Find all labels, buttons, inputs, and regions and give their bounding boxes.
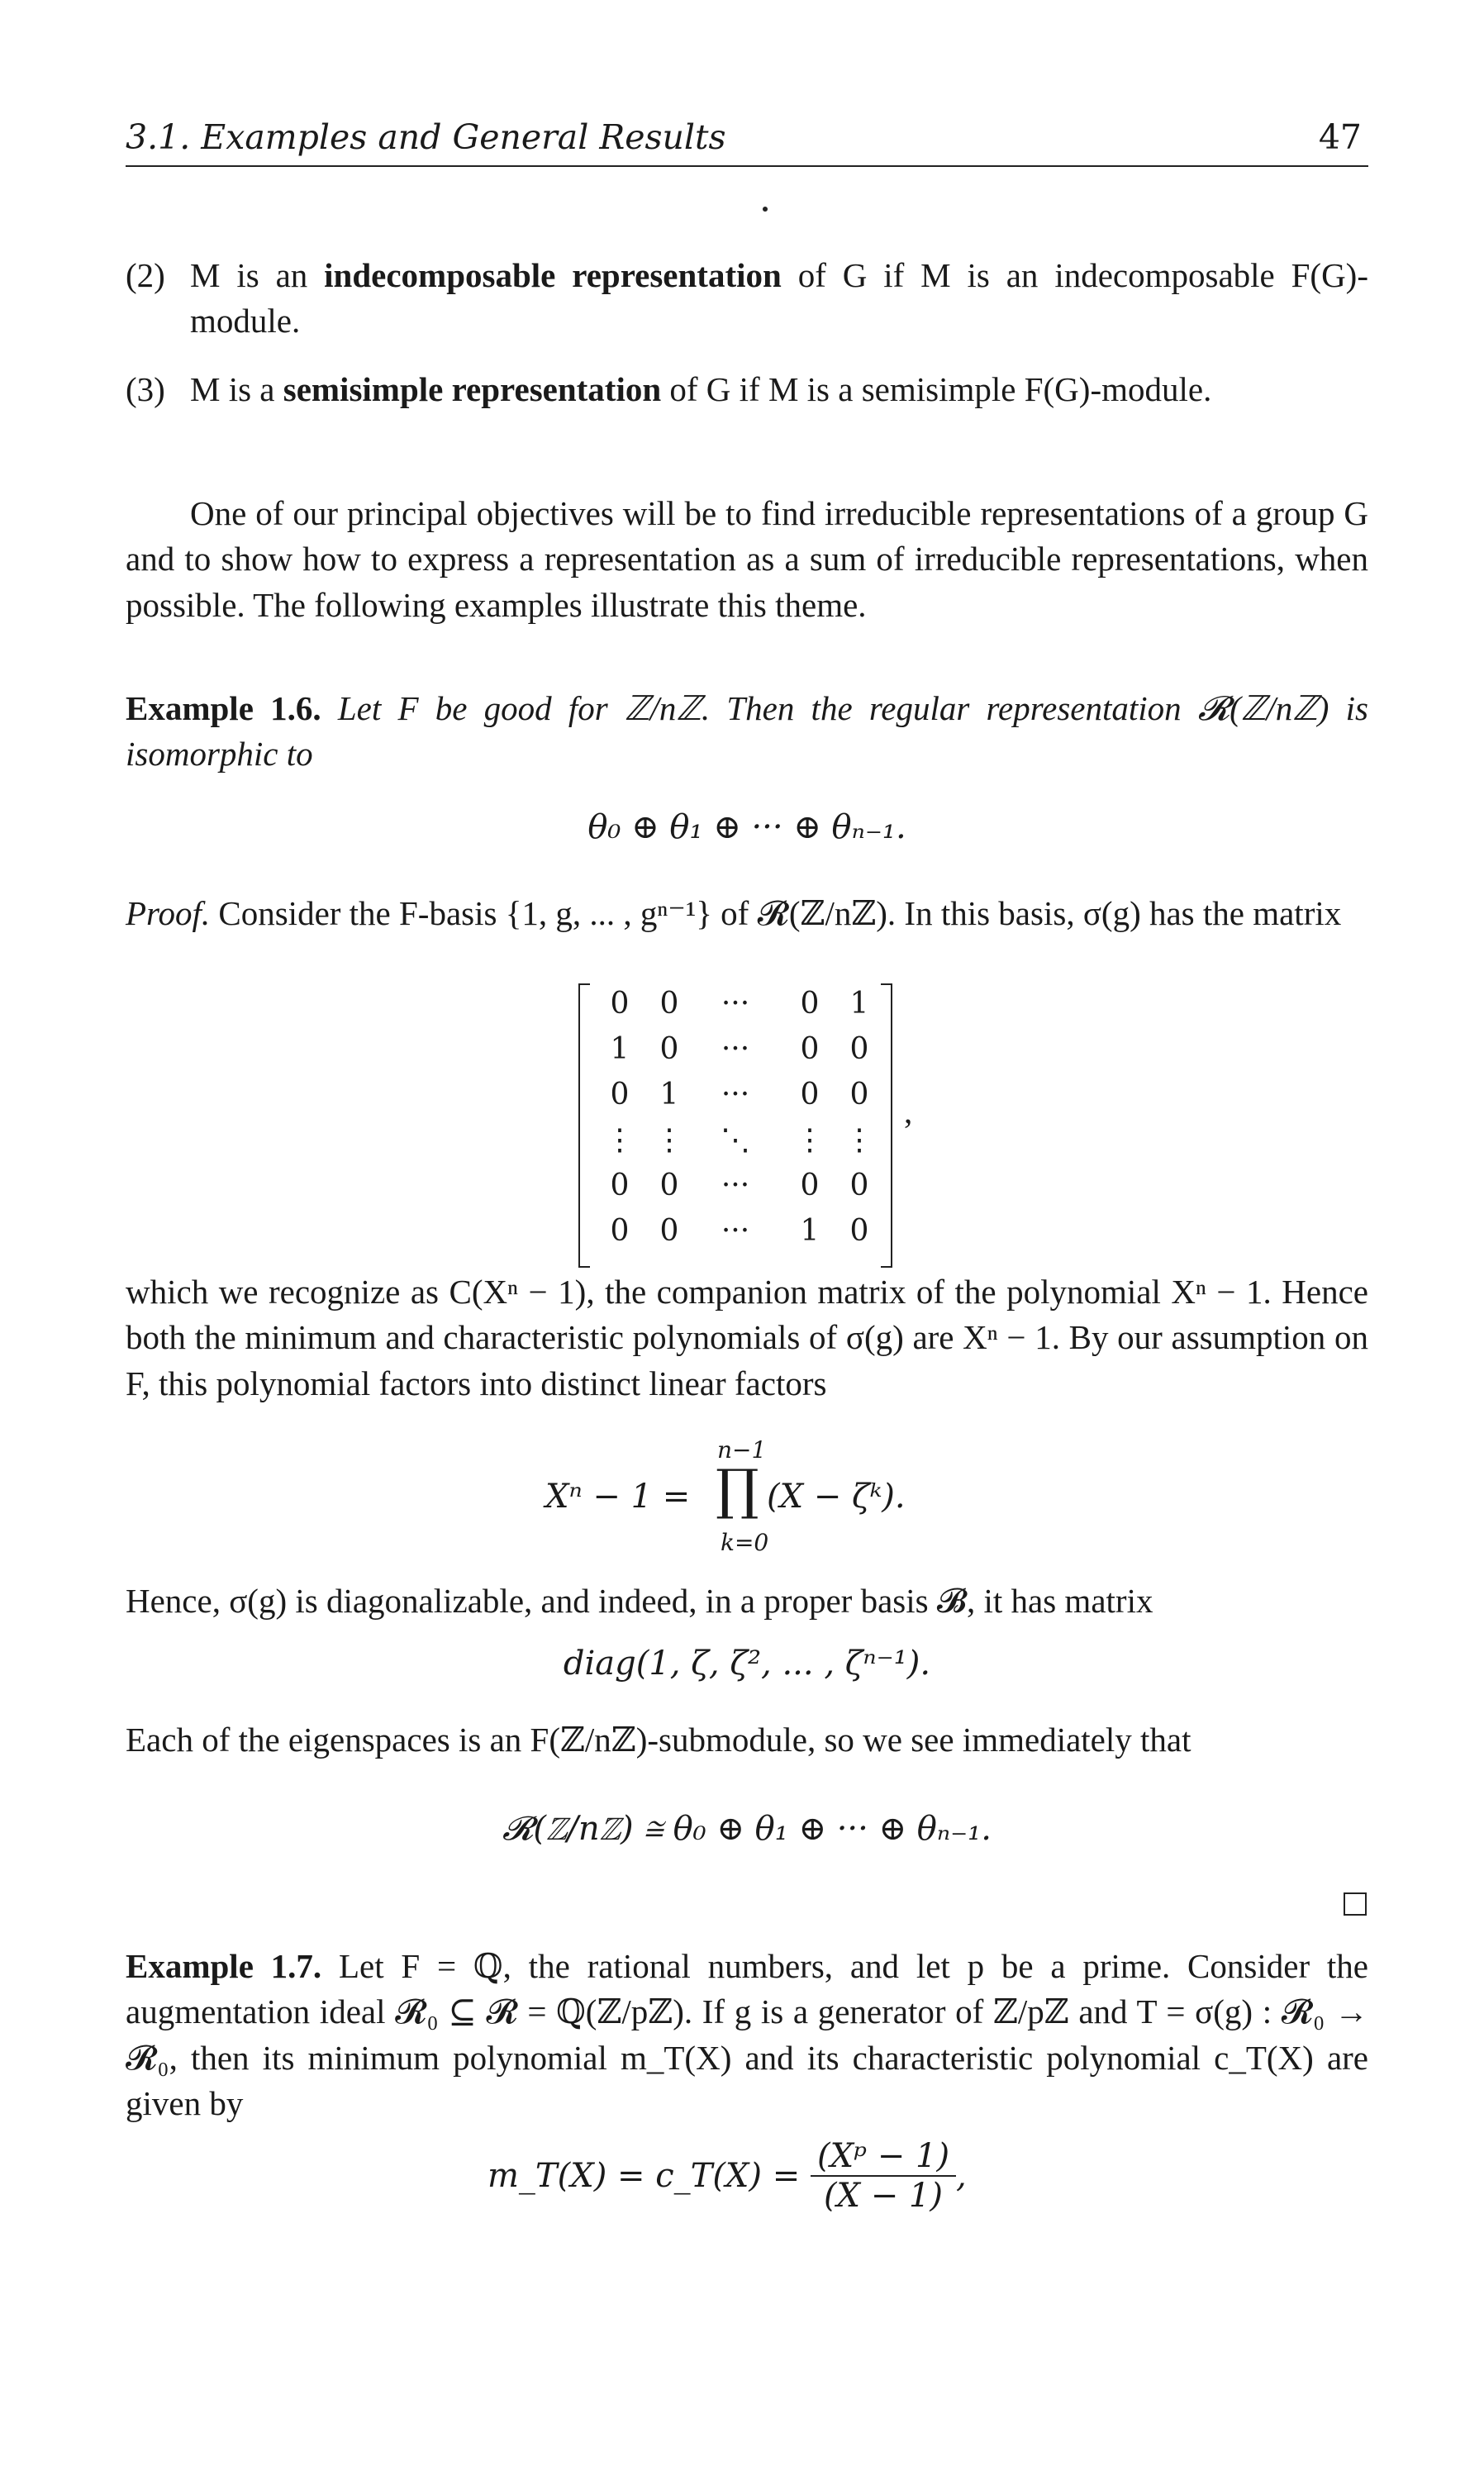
equation-lhs: m_T(X) = c_T(X) =	[488, 2157, 801, 2195]
paragraph: Each of the eigenspaces is an F(ℤ/nℤ)-submodule, so we see immediately that	[126, 1721, 1191, 1759]
running-header	[126, 117, 1368, 167]
item-term: indecomposable representation	[324, 256, 782, 294]
page-number: 47	[1318, 117, 1362, 157]
paragraph: which we recognize as C(Xⁿ − 1), the companion matrix of the polynomial Xⁿ − 1. Hence both the minimum and characteristic polynomials of σ(g) are Xⁿ − 1. By our assumption on F, this polynomial factors into distinct linear factors	[126, 1273, 1368, 1402]
matrix-cell: 0	[800, 987, 820, 1021]
product-upper: n−1	[717, 1436, 767, 1464]
matrix-cell: 0	[849, 1078, 869, 1112]
product-equation	[545, 1436, 1124, 1569]
matrix-cell: 1	[610, 1032, 630, 1066]
matrix-cell: ···	[721, 1078, 750, 1112]
proof-intro	[126, 891, 1368, 936]
matrix-cell: 1	[659, 1078, 679, 1112]
matrix-cell: 0	[849, 1214, 869, 1248]
matrix-cell: ⋮	[654, 1123, 684, 1157]
matrix-cell: ···	[721, 1032, 750, 1066]
list-item	[126, 367, 1368, 412]
companion-matrix	[578, 983, 892, 1264]
section-title: 3.1. Examples and General Results	[126, 117, 726, 157]
item-text-pre: M is a	[190, 370, 283, 408]
item-text-post: of G if M is a semisimple F(G)-module.	[661, 370, 1212, 408]
example-1-7	[126, 1944, 1368, 2126]
fraction-denominator: (X − 1)	[823, 2177, 944, 2215]
matrix-comma: ,	[904, 1093, 913, 1131]
equation-end: ,	[956, 2157, 967, 2195]
matrix-cell: ⋮	[844, 1123, 874, 1157]
matrix-cell: 0	[610, 1078, 630, 1112]
matrix-cell: 0	[610, 1214, 630, 1248]
item-term: semisimple representation	[283, 370, 662, 408]
example-label: Example 1.7.	[126, 1947, 322, 1985]
matrix-cell: ···	[721, 1214, 750, 1248]
example-statement: Let F be good for ℤ/nℤ. Then the regular representation 𝓡(ℤ/nℤ) is isomorphic to	[126, 689, 1368, 774]
matrix-cell: ···	[721, 987, 750, 1021]
example-1-6	[126, 686, 1368, 778]
matrix-cell: 0	[800, 1032, 820, 1066]
display-equation: θ₀ ⊕ θ₁ ⊕ ··· ⊕ θₙ₋₁.	[587, 808, 906, 846]
matrix-cell: 1	[849, 987, 869, 1021]
stray-dot	[763, 207, 768, 212]
matrix-cell: 0	[849, 1032, 869, 1066]
fraction-numerator: (Xᵖ − 1)	[811, 2137, 956, 2177]
matrix-cell: ⋮	[795, 1123, 825, 1157]
matrix-cell: 1	[800, 1214, 820, 1248]
matrix-cell: 0	[610, 987, 630, 1021]
proof-text: Consider the F-basis {1, g, ... , gⁿ⁻¹} of 𝓡(ℤ/nℤ). In this basis, σ(g) has the matrix	[218, 894, 1342, 932]
matrix-cell: 0	[659, 987, 679, 1021]
iso-equation: 𝓡(ℤ/nℤ) ≅ θ₀ ⊕ θ₁ ⊕ ··· ⊕ θₙ₋₁.	[502, 1810, 992, 1848]
matrix-cell: 0	[659, 1214, 679, 1248]
matrix-cell: ⋱	[721, 1123, 750, 1157]
matrix-cell: ···	[721, 1169, 750, 1202]
example-label: Example 1.6.	[126, 689, 321, 727]
item-text-post: of G if M is an indecomposable F(G)-module.	[190, 256, 1368, 340]
paragraph: One of our principal objectives will be to find irreducible representations of a group G and to show how to express a representation as a sum of irreducible representations, when possible. The following examples illustrate this theme.	[126, 494, 1368, 624]
product-lower: k=0	[721, 1529, 769, 1556]
matrix-cell: 0	[800, 1169, 820, 1202]
poly-equation	[488, 2137, 1066, 2245]
list-item	[126, 253, 1368, 345]
proof-label: Proof.	[126, 894, 211, 932]
item-text-pre: M is an	[190, 256, 325, 294]
qed-box-icon	[1344, 1892, 1367, 1916]
matrix-cell: 0	[849, 1169, 869, 1202]
item-number: (2)	[126, 256, 165, 294]
product-rhs: (X − ζᵏ).	[767, 1478, 906, 1516]
example-text: Let F = ℚ, the rational numbers, and let p be a prime. Consider the augmentation ideal 𝓡₀ ⊆ 𝓡 = ℚ(ℤ/pℤ). If g is a generator of ℤ/pℤ and T = σ(g) : 𝓡₀ → 𝓡₀, then its minimum polynomial m_T(X) and its characteristic polynomial c_T(X) are given by	[126, 1947, 1368, 2123]
fraction	[811, 2137, 956, 2215]
matrix-cell: 0	[610, 1169, 630, 1202]
product-symbol: ∏	[716, 1458, 759, 1521]
matrix-cell: 0	[800, 1078, 820, 1112]
diag-equation: diag(1, ζ, ζ², ... , ζⁿ⁻¹).	[563, 1645, 931, 1683]
item-number: (3)	[126, 370, 165, 408]
matrix-cell: 0	[659, 1032, 679, 1066]
left-bracket	[578, 983, 590, 1268]
product-lhs: Xⁿ − 1 =	[545, 1478, 691, 1516]
paragraph: Hence, σ(g) is diagonalizable, and indeed, in a proper basis 𝓑, it has matrix	[126, 1582, 1153, 1620]
matrix-cell: ⋮	[605, 1123, 635, 1157]
matrix-cell: 0	[659, 1169, 679, 1202]
